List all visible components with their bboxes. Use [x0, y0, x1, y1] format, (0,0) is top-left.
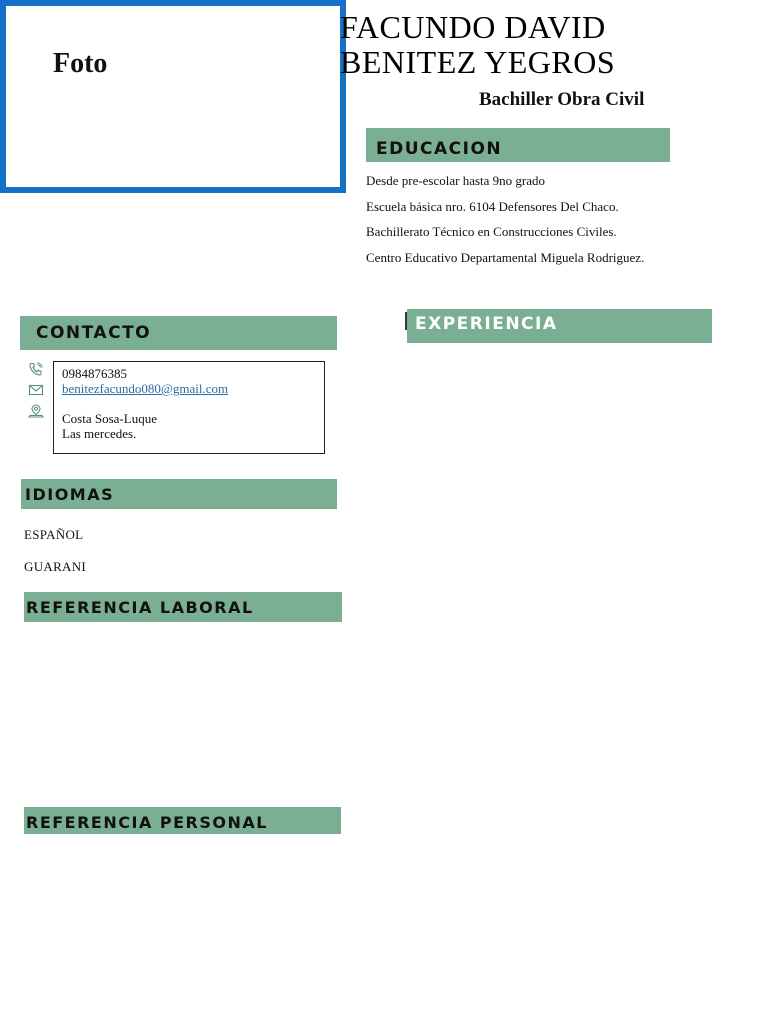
name-line-1: FACUNDO DAVID — [340, 9, 606, 45]
address-line-2: Las mercedes. — [62, 426, 137, 441]
education-item: Desde pre-escolar hasta 9no grado — [366, 173, 546, 188]
mail-icon — [28, 383, 44, 397]
location-icon — [28, 404, 44, 418]
language-item: ESPAÑOL — [24, 527, 84, 542]
education-item: Centro Educativo Departamental Miguela Rodriguez. — [366, 249, 645, 265]
language-item: GUARANI — [24, 559, 87, 574]
phone-icon — [28, 362, 44, 376]
education-item: Bachillerato Técnico en Construcciones Civiles. — [366, 224, 617, 239]
photo-label: Foto — [53, 48, 108, 79]
photo-frame — [0, 0, 346, 193]
education-heading: EDUCACION — [366, 128, 670, 162]
personal-reference-heading: REFERENCIA PERSONAL — [24, 807, 341, 834]
education-list — [366, 172, 644, 274]
address-line-1: Costa Sosa-Luque — [62, 411, 157, 426]
email-link[interactable]: benitezfacundo080@gmail.com — [62, 381, 229, 396]
education-item: Escuela básica nro. 6104 Defensores Del Chaco. — [366, 198, 619, 214]
contact-icons — [28, 362, 46, 425]
work-reference-heading: REFERENCIA LABORAL — [24, 592, 342, 622]
experience-heading: EXPERIENCIA — [407, 309, 712, 343]
spacer — [62, 396, 316, 411]
full-name — [340, 10, 615, 80]
contact-heading: CONTACTO — [20, 316, 337, 350]
contact-details-box — [53, 361, 325, 454]
phone-number: 0984876385 — [62, 366, 127, 381]
profession-title: Bachiller Obra Civil — [479, 89, 645, 110]
name-line-2: BENITEZ YEGROS — [340, 44, 616, 80]
languages-heading: IDIOMAS — [21, 479, 337, 509]
